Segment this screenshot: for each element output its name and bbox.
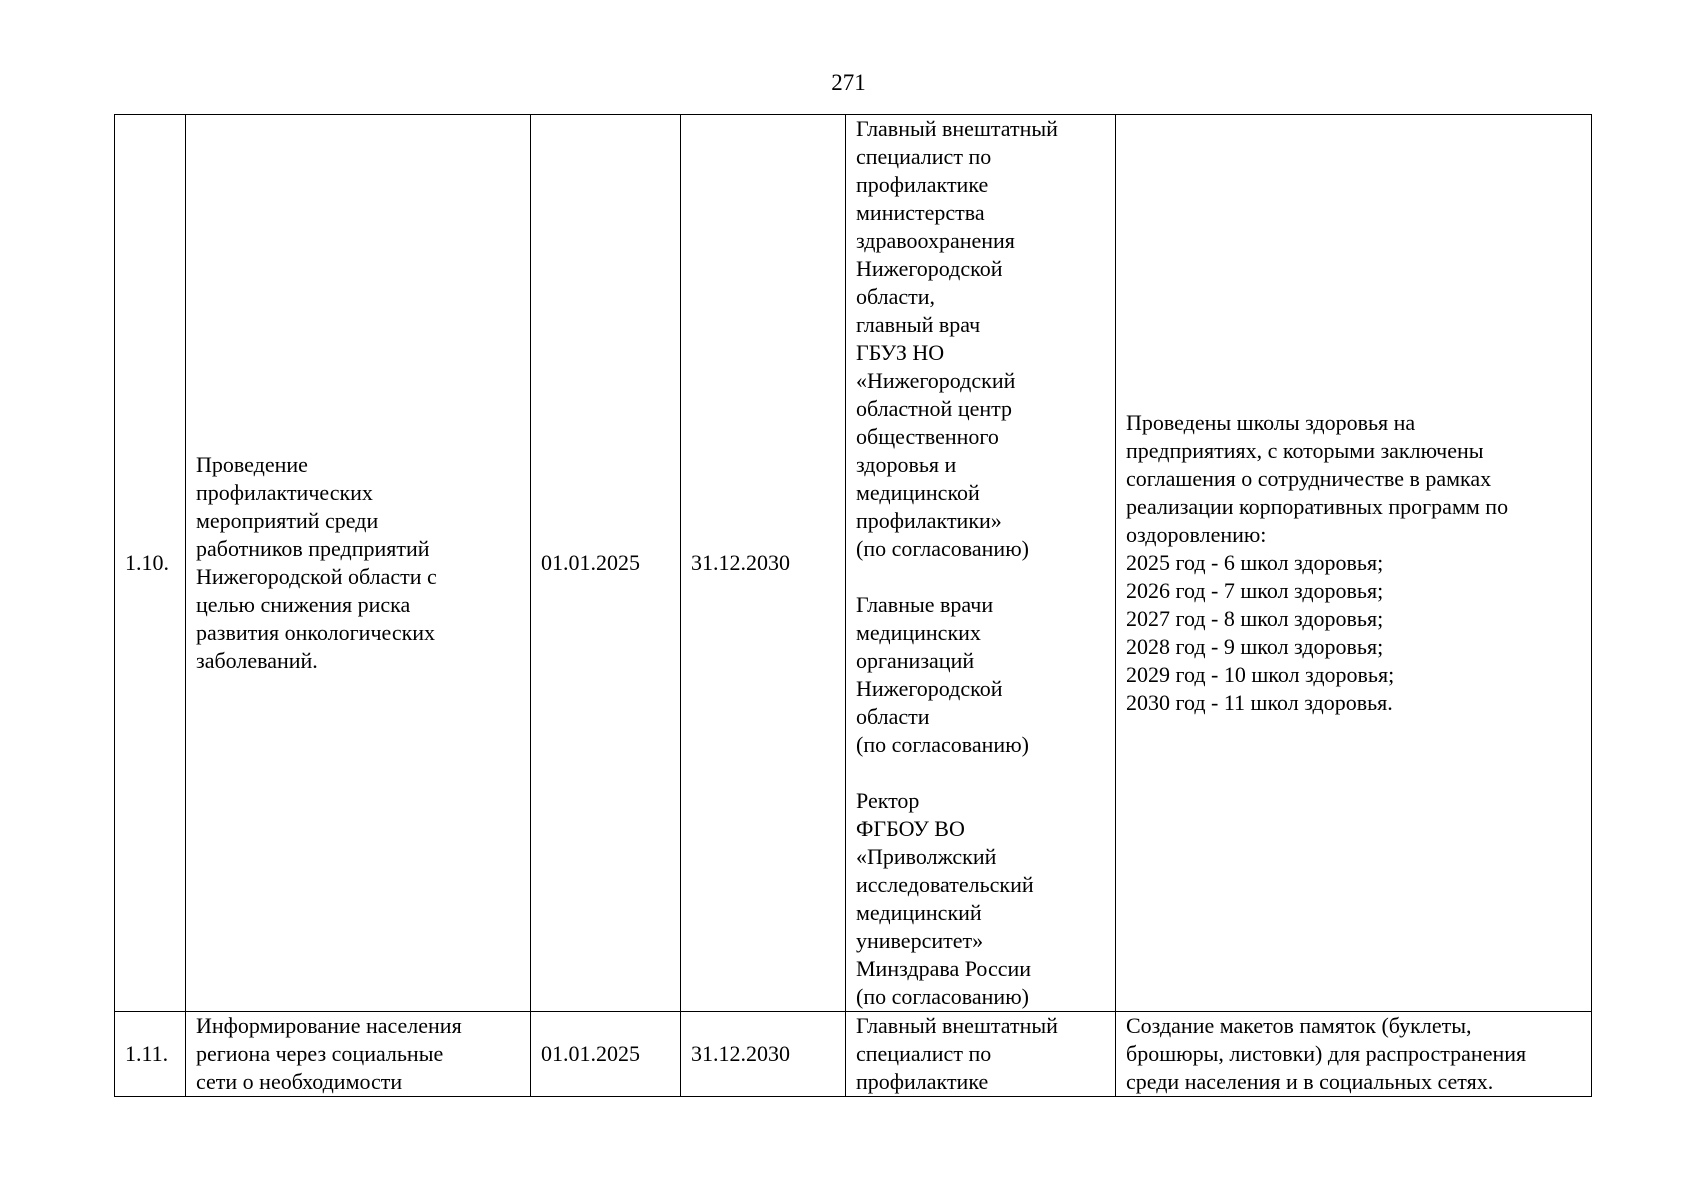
text-line: исследовательский	[856, 872, 1034, 897]
text-line: 2028 год - 9 школ здоровья;	[1126, 634, 1384, 659]
start-date-cell	[531, 115, 681, 1012]
text-line: областной центр	[856, 396, 1013, 421]
text-line: 2029 год - 10 школ здоровья;	[1126, 662, 1395, 687]
text-line: министерства	[856, 200, 985, 225]
result-cell	[1116, 115, 1592, 1012]
text-line: медицинский	[856, 900, 982, 925]
table-row	[115, 1012, 1592, 1097]
text-line: работников предприятий	[196, 536, 430, 561]
result-text	[1126, 1012, 1583, 1096]
text-line: соглашения о сотрудничестве в рамках	[1126, 466, 1492, 491]
table-row	[115, 115, 1592, 1012]
activity-text	[196, 451, 522, 675]
text-line: Нижегородской области с	[196, 564, 437, 589]
page-number: 271	[831, 70, 866, 95]
text-line: (по согласованию)	[856, 984, 1029, 1009]
responsible-text	[856, 1012, 1107, 1096]
text-line: 2030 год - 11 школ здоровья.	[1126, 690, 1393, 715]
responsible-cell	[846, 115, 1116, 1012]
start-date-cell	[531, 1012, 681, 1097]
text-line: здоровья и	[856, 452, 957, 477]
text-line: «Приволжский	[856, 844, 997, 869]
text-line: Главный внештатный	[856, 1013, 1058, 1038]
text-line: реализации корпоративных программ по	[1126, 494, 1509, 519]
text-line: 2025 год - 6 школ здоровья;	[1126, 550, 1384, 575]
text-line: области	[856, 704, 930, 729]
text-line: профилактике	[856, 172, 989, 197]
text-line: университет»	[856, 928, 984, 953]
text-line: профилактике	[856, 1069, 989, 1094]
text-line: области,	[856, 284, 936, 309]
activity-text	[196, 1012, 522, 1096]
text-line: здравоохранения	[856, 228, 1015, 253]
text-line: медицинской	[856, 480, 980, 505]
text-line: брошюры, листовки) для распространения	[1126, 1041, 1527, 1066]
text-line: Главный внештатный	[856, 116, 1058, 141]
text-line: Проведены школы здоровья на	[1126, 410, 1416, 435]
text-line: Информирование населения	[196, 1013, 462, 1038]
start-date: 01.01.2025	[541, 550, 640, 575]
end-date-cell	[681, 1012, 846, 1097]
text-line	[856, 563, 1107, 591]
text-line: оздоровлению:	[1126, 522, 1267, 547]
text-line: 2026 год - 7 школ здоровья;	[1126, 578, 1384, 603]
activity-cell	[186, 1012, 531, 1097]
text-line: (по согласованию)	[856, 732, 1029, 757]
text-line: предприятиях, с которыми заключены	[1126, 438, 1484, 463]
text-line: «Нижегородский	[856, 368, 1016, 393]
responsible-text	[856, 115, 1107, 1011]
text-line: ГБУЗ НО	[856, 340, 945, 365]
plan-table	[114, 114, 1592, 1097]
text-line: Нижегородской	[856, 256, 1003, 281]
text-line: заболеваний.	[196, 648, 318, 673]
result-text	[1126, 409, 1583, 717]
text-line: главный врач	[856, 312, 981, 337]
text-line: Главные врачи	[856, 592, 994, 617]
text-line: Нижегородской	[856, 676, 1003, 701]
text-line: (по согласованию)	[856, 536, 1029, 561]
row-number: 1.10.	[125, 550, 169, 575]
row-number: 1.11.	[125, 1041, 169, 1066]
end-date-cell	[681, 115, 846, 1012]
text-line	[856, 759, 1107, 787]
text-line: профилактики»	[856, 508, 1002, 533]
text-line: Ректор	[856, 788, 920, 813]
end-date: 31.12.2030	[691, 550, 790, 575]
end-date: 31.12.2030	[691, 1041, 790, 1066]
text-line: общественного	[856, 424, 999, 449]
row-number-cell	[115, 1012, 186, 1097]
text-line: сети о необходимости	[196, 1069, 403, 1094]
text-line: 2027 год - 8 школ здоровья;	[1126, 606, 1384, 631]
text-line: среди населения и в социальных сетях.	[1126, 1069, 1494, 1094]
text-line: специалист по	[856, 1041, 992, 1066]
text-line: специалист по	[856, 144, 992, 169]
start-date: 01.01.2025	[541, 1041, 640, 1066]
activity-cell	[186, 115, 531, 1012]
text-line: мероприятий среди	[196, 508, 379, 533]
text-line: организаций	[856, 648, 975, 673]
text-line: ФГБОУ ВО	[856, 816, 965, 841]
text-line: профилактических	[196, 480, 373, 505]
text-line: Минздрава России	[856, 956, 1032, 981]
responsible-cell	[846, 1012, 1116, 1097]
text-line: Проведение	[196, 452, 308, 477]
text-line: медицинских	[856, 620, 981, 645]
result-cell	[1116, 1012, 1592, 1097]
text-line: развития онкологических	[196, 620, 436, 645]
row-number-cell	[115, 115, 186, 1012]
text-line: региона через социальные	[196, 1041, 444, 1066]
text-line: Создание макетов памяток (буклеты,	[1126, 1013, 1472, 1038]
text-line: целью снижения риска	[196, 592, 411, 617]
